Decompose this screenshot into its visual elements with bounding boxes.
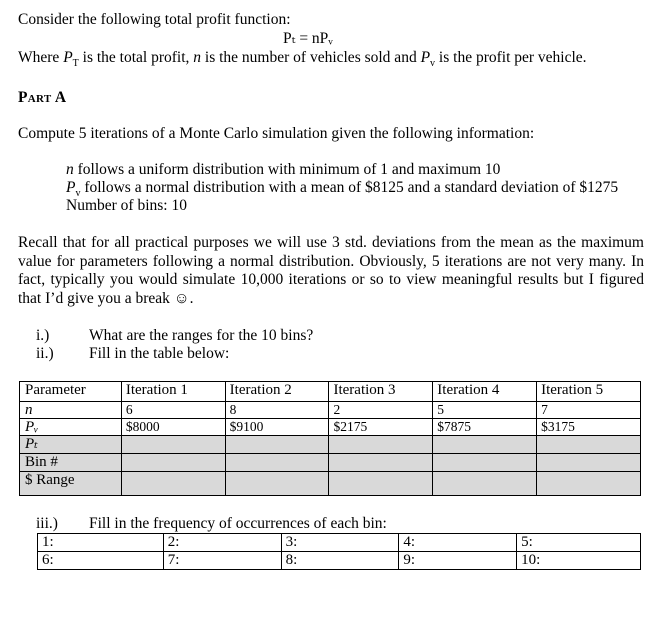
table-cell[interactable]: 8 [225,402,329,419]
table-row [38,552,641,570]
table-cell[interactable] [433,454,537,472]
bin-frequency-cell[interactable]: 5: [517,534,641,552]
bin-frequency-cell[interactable]: 3: [281,534,399,552]
row-label: Bin # [20,454,122,472]
bin-frequency-cell[interactable]: 4: [399,534,517,552]
subscript: v [430,58,436,70]
column-header: Iteration 4 [433,382,537,402]
column-header: Iteration 2 [225,382,329,402]
question-text: Fill in the table below: [89,345,230,362]
given-bins: Number of bins: 10 [66,197,187,214]
row-label: Pᵥ [20,419,122,436]
task-text: Compute 5 iterations of a Monte Carlo simulation given the following information: [18,125,535,142]
definition-text: is the profit per vehicle. [435,49,587,66]
table-cell[interactable] [329,436,433,454]
symbol-n: n [193,49,202,66]
definition-text: is the total profit, [78,49,194,66]
column-header: Parameter [20,382,122,402]
profit-formula: Pₜ = nPᵥ [283,30,333,47]
given-n [66,161,500,179]
table-cell[interactable] [329,454,433,472]
table-row [20,472,641,496]
symbol-p: P [66,179,76,196]
definition-line [18,49,587,73]
table-cell[interactable] [225,454,329,472]
given-pv-text: follows a normal distribution with a mean of $8125 and a standard deviation of $1275 [80,179,619,196]
frequency-table [37,533,641,570]
table-cell[interactable]: 5 [433,402,537,419]
table-row [20,436,641,454]
symbol-n: n [66,161,74,178]
table-row [38,534,641,552]
row-label: $ Range [20,472,122,496]
table-cell[interactable] [225,472,329,496]
table-row [20,402,641,419]
subscript: v [75,188,81,200]
table-cell[interactable]: $2175 [329,419,433,436]
row-label: n [20,402,122,419]
part-heading: Part A [18,89,67,106]
definition-text: Where [18,49,64,66]
column-header: Iteration 5 [537,382,641,402]
bin-frequency-cell[interactable]: 6: [38,552,164,570]
question-text: Fill in the frequency of occurrences of each bin: [89,515,387,532]
symbol-p: P [420,49,431,66]
column-header: Iteration 3 [329,382,433,402]
bin-frequency-cell[interactable]: 8: [281,552,399,570]
subscript: T [72,58,79,70]
intro-line: Consider the following total profit function: [18,11,291,28]
table-header-row [20,382,641,402]
table-cell[interactable]: 2 [329,402,433,419]
table-cell[interactable]: 6 [121,402,225,419]
bin-frequency-cell[interactable]: 1: [38,534,164,552]
table-cell[interactable] [329,472,433,496]
question-number: i.) [36,327,50,344]
question-number: ii.) [36,345,54,362]
table-cell[interactable] [225,436,329,454]
table-cell[interactable]: $8000 [121,419,225,436]
definition-text: is the number of vehicles sold and [201,49,421,66]
table-cell[interactable] [433,472,537,496]
bin-frequency-cell[interactable]: 2: [163,534,281,552]
table-cell[interactable]: $7875 [433,419,537,436]
table-cell[interactable]: $9100 [225,419,329,436]
table-cell[interactable] [537,454,641,472]
table-cell[interactable] [121,454,225,472]
table-cell[interactable]: 7 [537,402,641,419]
question-text: What are the ranges for the 10 bins? [89,327,314,344]
table-row [20,454,641,472]
symbol-p: P [63,49,73,66]
bin-frequency-cell[interactable]: 9: [399,552,517,570]
bin-frequency-cell[interactable]: 7: [163,552,281,570]
table-cell[interactable] [121,472,225,496]
given-n-text: follows a uniform distribution with minimum of 1 and maximum 10 [73,161,501,178]
table-cell[interactable] [537,472,641,496]
table-row [20,419,641,436]
question-number: iii.) [36,515,58,532]
row-label: Pₜ [20,436,122,454]
column-header: Iteration 1 [121,382,225,402]
table-cell[interactable] [433,436,537,454]
table-cell[interactable]: $3175 [537,419,641,436]
parameter-table [19,381,641,496]
table-cell[interactable] [121,436,225,454]
table-cell[interactable] [537,436,641,454]
recall-paragraph: Recall that for all practical purposes we will use 3 std. deviations from the mean as the maximum value for parameters following a normal distribution. Obviously, 5 iterations are not very many. In fact, typically you would simulate 10,000 iterations or so to view meaningful results but I figured that I’d give you a break ☺. [18,234,644,307]
bin-frequency-cell[interactable]: 10: [517,552,641,570]
